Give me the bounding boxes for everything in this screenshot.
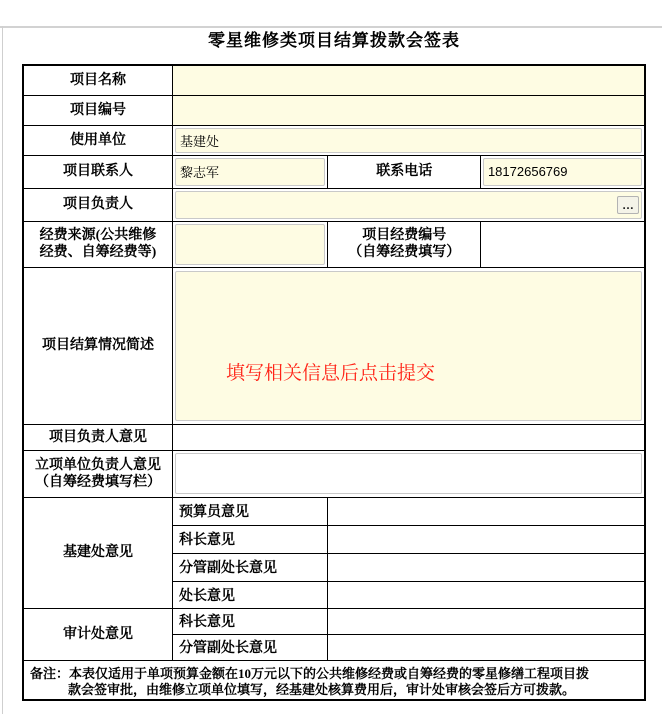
jjc-deputy-director-value-field[interactable] <box>328 553 645 581</box>
row-sjc-0 <box>23 608 645 634</box>
funding-code-label-line1: 项目经费编号 <box>362 228 447 243</box>
countersign-form-table <box>22 64 646 701</box>
unit-opinion-label <box>23 450 172 497</box>
leader-opinion-value-field[interactable] <box>172 424 645 450</box>
project-name-label: 项目名称 <box>23 65 172 95</box>
jjc-director-label: 处长意见 <box>172 581 328 608</box>
contact-person-label: 项目联系人 <box>23 155 172 188</box>
contact-person-input[interactable] <box>175 158 326 186</box>
ellipsis-picker-button[interactable]: … <box>617 196 639 214</box>
contact-phone-cell <box>480 155 645 188</box>
row-user-unit <box>23 125 645 155</box>
funding-code-value-field[interactable] <box>480 221 645 267</box>
row-leader-opinion <box>23 424 645 450</box>
remark-cell <box>23 660 645 700</box>
sjc-section-chief-value-field[interactable] <box>328 608 645 634</box>
funding-code-label <box>328 221 480 267</box>
row-contact <box>23 155 645 188</box>
row-project-leader <box>23 188 645 221</box>
contact-phone-value: 18172656769 <box>487 164 568 179</box>
project-leader-cell <box>172 188 645 221</box>
jjc-deputy-director-label: 分管副处长意见 <box>172 553 328 581</box>
row-project-name <box>23 65 645 95</box>
jjc-section-chief-value-field[interactable] <box>328 525 645 553</box>
contact-phone-label: 联系电话 <box>328 155 480 188</box>
panel-edge-top <box>0 26 662 28</box>
panel-edge-left <box>2 26 3 714</box>
unit-opinion-label-line1: 立项单位负责人意见 <box>34 457 161 473</box>
row-funding <box>23 221 645 267</box>
jijianchu-opinion-label: 基建处意见 <box>23 497 172 608</box>
row-jjc-0 <box>23 497 645 525</box>
funding-source-label-line2: 经费、自筹经费等) <box>39 245 157 260</box>
contact-phone-input[interactable] <box>483 158 642 186</box>
user-unit-cell <box>172 125 645 155</box>
sjc-deputy-director-label: 分管副处长意见 <box>172 634 328 660</box>
unit-opinion-label-line2: （自筹经费填写栏） <box>34 474 161 490</box>
sjc-section-chief-label: 科长意见 <box>172 608 328 634</box>
row-summary <box>23 267 645 424</box>
project-leader-input[interactable] <box>175 191 642 219</box>
user-unit-input[interactable] <box>175 128 642 153</box>
jjc-section-chief-label: 科长意见 <box>172 525 328 553</box>
funding-source-input[interactable] <box>175 224 326 265</box>
summary-hint-text: 填写相关信息后点击提交 <box>225 362 435 384</box>
page-title: 零星维修类项目结算拨款会签表 <box>208 31 460 50</box>
contact-person-value: 黎志军 <box>179 165 219 180</box>
funding-source-label-line1: 经费来源(公共维修 <box>39 228 157 243</box>
summary-cell <box>172 267 645 424</box>
contact-person-cell <box>172 155 328 188</box>
project-leader-label: 项目负责人 <box>23 188 172 221</box>
leader-opinion-label: 项目负责人意见 <box>23 424 172 450</box>
jjc-budgeter-value-field[interactable] <box>328 497 645 525</box>
remark-line1: 备注：本表仅适用于单项预算金额在10万元以下的公共维修经费或自筹经费的零星修缮工程项目拨 <box>30 665 590 681</box>
jjc-director-value-field[interactable] <box>328 581 645 608</box>
project-code-label: 项目编号 <box>23 95 172 125</box>
row-remark <box>23 660 645 700</box>
unit-opinion-input[interactable] <box>175 453 642 494</box>
shenjichu-opinion-label: 审计处意见 <box>23 608 172 660</box>
row-project-code <box>23 95 645 125</box>
sjc-deputy-director-value-field[interactable] <box>328 634 645 660</box>
project-name-value-field[interactable] <box>172 65 645 95</box>
row-unit-opinion <box>23 450 645 497</box>
remark-line2: 款会签审批，由维修立项单位填写，经基建处核算费用后，审计处审核会签后方可拨款。 <box>68 681 576 697</box>
summary-textarea[interactable] <box>175 271 642 421</box>
unit-opinion-cell <box>172 450 645 497</box>
user-unit-label: 使用单位 <box>23 125 172 155</box>
funding-source-cell <box>172 221 328 267</box>
project-code-value-field[interactable] <box>172 95 645 125</box>
funding-source-label <box>23 221 172 267</box>
user-unit-value: 基建处 <box>179 133 219 149</box>
jjc-budgeter-label: 预算员意见 <box>172 497 328 525</box>
summary-label: 项目结算情况简述 <box>23 267 172 424</box>
funding-code-label-line2: （自筹经费填写） <box>348 245 461 260</box>
